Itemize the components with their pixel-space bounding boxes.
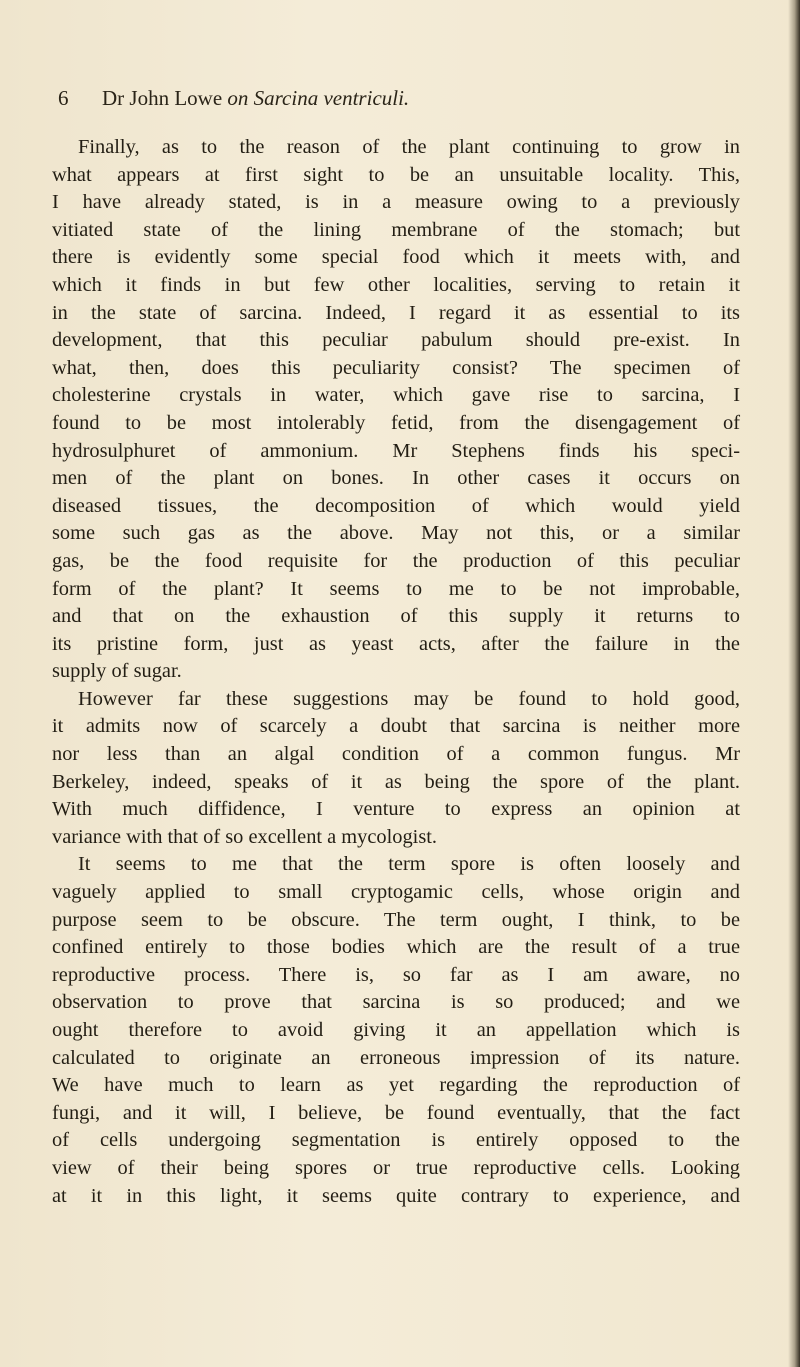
text-line: at it in this light, it seems quite contrary to experience, and	[52, 1184, 740, 1207]
text-line: vaguely applied to small cryptogamic cells, whose origin and	[52, 881, 740, 904]
text-line: of cells undergoing segmentation is entirely opposed to the	[52, 1129, 740, 1152]
page-edge-shadow	[788, 0, 800, 1367]
paragraph	[52, 851, 740, 1210]
text-line: confined entirely to those bodies which are the result of a true	[52, 936, 740, 959]
text-line: Berkeley, indeed, speaks of it as being the spore of the plant.	[52, 770, 740, 793]
text-line: Finally, as to the reason of the plant continuing to grow in	[78, 136, 740, 158]
text-line: It seems to me that the term spore is often loosely and	[78, 853, 740, 876]
page-header	[58, 86, 738, 116]
text-line: which it finds in but few other localities, serving to retain it	[52, 273, 740, 296]
text-line: We have much to learn as yet regarding the reproduction of	[52, 1074, 740, 1097]
text-line: purpose seem to be obscure. The term ought, I think, to be	[52, 908, 740, 931]
running-head-on: on	[227, 86, 249, 110]
text-line: development, that this peculiar pabulum should pre-exist. In	[52, 329, 740, 352]
running-head-author: Dr John Lowe	[102, 86, 228, 110]
text-line: gas, be the food requisite for the production of this peculiar	[52, 549, 740, 572]
page-number: 6	[58, 86, 69, 110]
text-line: variance with that of so excellent a mycologist.	[52, 825, 438, 848]
text-line: diseased tissues, the decomposition of which would yield	[52, 494, 740, 517]
text-line: However far these suggestions may be found to hold good,	[78, 687, 740, 710]
paragraph	[52, 686, 740, 852]
text-line: calculated to originate an erroneous impression of its nature.	[52, 1046, 740, 1069]
text-line: vitiated state of the lining membrane of the stomach; but	[52, 218, 740, 241]
text-line: what, then, does this peculiarity consist? The specimen of	[52, 356, 740, 379]
text-line: ought therefore to avoid giving it an appellation which is	[52, 1019, 740, 1041]
text-line: found to be most intolerably fetid, from the disengagement of	[52, 411, 740, 434]
text-line: observation to prove that sarcina is so produced; and we	[52, 991, 740, 1014]
text-line: its pristine form, just as yeast acts, after the failure in the	[52, 632, 740, 655]
text-line: I have already stated, is in a measure owing to a previously	[52, 191, 740, 214]
text-line: men of the plant on bones. In other cases it occurs on	[52, 467, 740, 490]
text-line: With much diffidence, I venture to express an opinion at	[52, 798, 740, 821]
text-line: some such gas as the above. May not this, or a similar	[52, 522, 740, 545]
text-line: there is evidently some special food which it meets with, and	[52, 246, 740, 269]
text-line: nor less than an algal condition of a common fungus. Mr	[52, 743, 740, 766]
text-line: it admits now of scarcely a doubt that sarcina is neither more	[52, 715, 740, 738]
text-line: what appears at first sight to be an unsuitable locality. This,	[52, 163, 740, 186]
running-head-title: Sarcina ventriculi.	[253, 86, 410, 110]
text-line: form of the plant? It seems to me to be not improbable,	[52, 577, 740, 600]
paragraph	[52, 134, 740, 686]
text-line: cholesterine crystals in water, which gave rise to sarcina, I	[52, 384, 740, 407]
text-line: view of their being spores or true reproductive cells. Looking	[52, 1156, 740, 1179]
text-line: reproductive process. There is, so far as I am aware, no	[52, 963, 740, 986]
text-line: and that on the exhaustion of this supply it returns to	[52, 605, 740, 628]
text-line: hydrosulphuret of ammonium. Mr Stephens finds his speci-	[52, 439, 740, 462]
text-line: fungi, and it will, I believe, be found eventually, that the fact	[52, 1101, 740, 1124]
running-head	[102, 86, 409, 111]
text-line: in the state of sarcina. Indeed, I regard it as essential to its	[52, 301, 740, 324]
body-text	[52, 134, 740, 1210]
text-line: supply of sugar.	[52, 660, 182, 683]
